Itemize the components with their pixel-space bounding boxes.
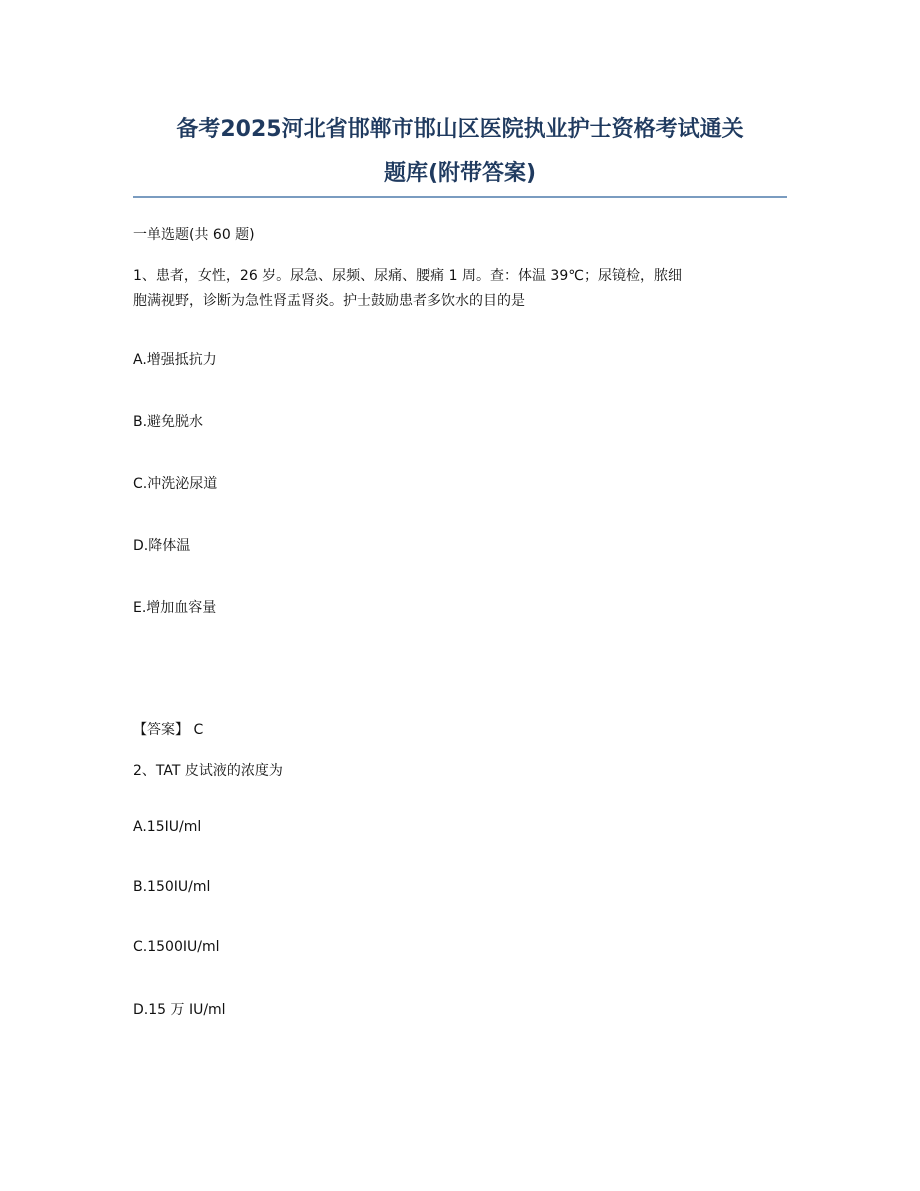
q1-stem-line1: 1、患者，女性，26 岁。尿急、尿频、尿痛、腰痛 1 周。查：体温 39℃；尿镜检，脓细 (133, 268, 682, 284)
q2-stem: 2、TAT 皮试液的浓度为 (133, 763, 283, 779)
q1-answer: 【答案】 C (133, 722, 204, 738)
doc-title-line1: 备考2025河北省邯郸市邯山区医院执业护士资格考试通关 (176, 117, 744, 142)
q1-option-c: C.冲洗泌尿道 (133, 476, 218, 492)
q2-option-c: C.1500IU/ml (133, 939, 220, 955)
q1-option-d: D.降体温 (133, 538, 191, 554)
q1-option-a: A.增强抵抗力 (133, 352, 217, 368)
section-heading: 一单选题(共 60 题) (133, 227, 255, 243)
q2-option-d: D.15 万 IU/ml (133, 1002, 226, 1018)
q1-stem-line2: 胞满视野，诊断为急性肾盂肾炎。护士鼓励患者多饮水的目的是 (133, 293, 525, 309)
doc-title-line2: 题库(附带答案) (383, 161, 537, 186)
q2-option-b: B.150IU/ml (133, 879, 211, 895)
q1-option-e: E.增加血容量 (133, 600, 217, 616)
title-divider (133, 196, 787, 198)
q1-option-b: B.避免脱水 (133, 414, 204, 430)
q2-option-a: A.15IU/ml (133, 819, 202, 835)
